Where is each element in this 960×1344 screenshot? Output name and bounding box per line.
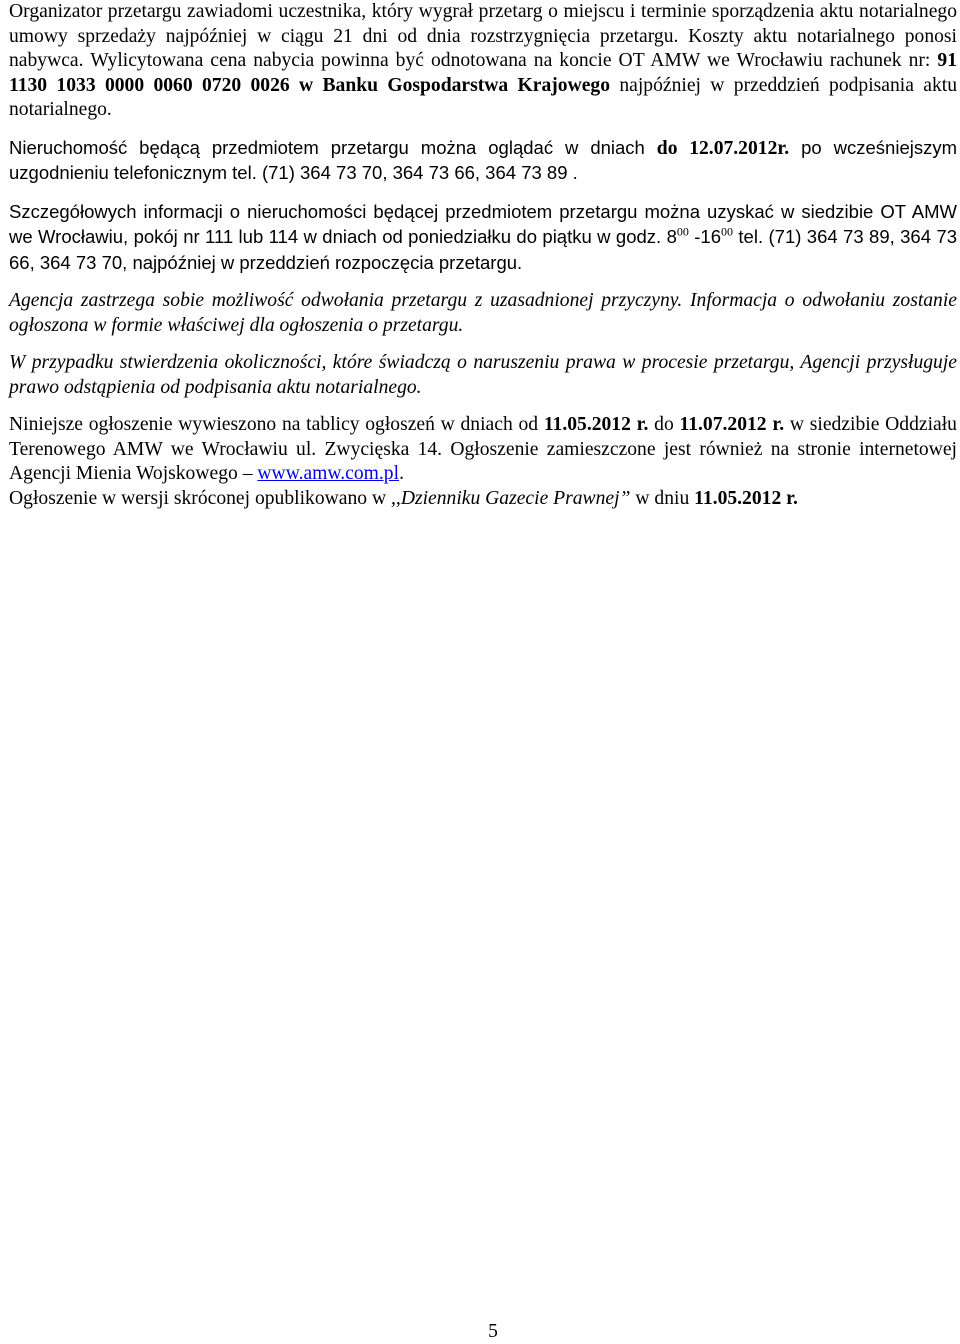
- text-posting-location: w siedzibie Oddziału Terenowego AMW we Wrocławiu ul. Zwycięska 14. Ogłoszenie zamieszczone jest również na stronie internetowej Agencji Mienia Wojskowego –: [9, 414, 957, 484]
- text-details-intro: Szczegółowych informacji o nieruchomości będącej przedmiotem przetargu można uzyskać w siedzibie OT AMW we Wrocławiu, pokój nr 111 lub 114 w dniach od poniedziałku do piątku w godz. 8: [9, 200, 957, 247]
- text-details-phones: tel. (71) 364 73 89, 364 73 66, 364 73 70, najpóźniej w przeddzień rozpoczęcia przetargu.: [9, 226, 957, 273]
- text-publication-on: w dniu: [630, 487, 695, 509]
- newspaper-name: ,,Dzienniku Gazecie Prawnej”: [391, 487, 631, 509]
- text-publication-intro: Ogłoszenie w wersji skróconej opublikowano w: [9, 487, 392, 509]
- paragraph-cancellation: Agencja zastrzega sobie możliwość odwołania przetargu z uzasadnionej przyczyny. Informacja o odwołaniu zostanie ogłoszona w formie właściwej dla ogłoszenia o przetargu.: [9, 290, 957, 336]
- text-posting-end: .: [399, 463, 404, 484]
- publication-date: 11.05.2012 r.: [694, 487, 798, 509]
- paragraph-details-info: [9, 200, 957, 277]
- agency-website-link[interactable]: www.amw.com.pl: [257, 463, 400, 484]
- text-posting-intro: Niniejsze ogłoszenie wywieszono na tablicy ogłoszeń w dniach od: [9, 414, 544, 435]
- hours-end-minutes: 00: [721, 224, 734, 239]
- text-notarial-deadline: najpóźniej w przeddzień podpisania aktu notarialnego.: [9, 74, 957, 120]
- paragraph-viewing: [9, 136, 957, 187]
- paragraph-auction-notarial-act: [9, 0, 957, 123]
- paragraph-posting: [9, 413, 957, 487]
- viewing-date: do 12.07.2012r.: [656, 137, 790, 159]
- text-viewing-intro: Nieruchomość będącą przedmiotem przetargu można oglądać w dniach: [9, 136, 657, 158]
- posting-date-from: 11.05.2012 r.: [543, 414, 649, 435]
- text-notarial-intro: Organizator przetargu zawiadomi uczestnika, który wygrał przetarg o miejscu i terminie sporządzenia aktu notarialnego umowy sprzedaży najpóźniej w ciągu 21 dni od dnia rozstrzygnięcia przetargu. Koszty aktu notarialnego ponosi nabywca. Wylicytowana cena nabycia powinna być odnotowana na koncie OT AMW we Wrocławiu rachunek nr:: [9, 1, 957, 71]
- text-viewing-phones: po wcześniejszym uzgodnieniu telefonicznym tel. (71) 364 73 70, 364 73 66, 364 73 89 .: [9, 136, 958, 183]
- page-number: 5: [488, 1321, 498, 1342]
- text-posting-to: do: [648, 414, 680, 435]
- paragraph-publication: [9, 487, 957, 512]
- document-body: [9, 0, 957, 511]
- posting-date-to: 11.07.2012 r.: [679, 414, 785, 435]
- hours-start-minutes: 00: [676, 224, 689, 239]
- bank-account-number: 91 1130 1033 0000 0060 0720 0026 w Banku Gospodarstwa Krajowego: [9, 50, 957, 96]
- paragraph-withdrawal: W przypadku stwierdzenia okoliczności, które świadczą o naruszeniu prawa w procesie przetargu, Agencji przysługuje prawo odstąpienia od podpisania aktu notarialnego.: [9, 352, 957, 398]
- hours-end: -16: [688, 226, 722, 247]
